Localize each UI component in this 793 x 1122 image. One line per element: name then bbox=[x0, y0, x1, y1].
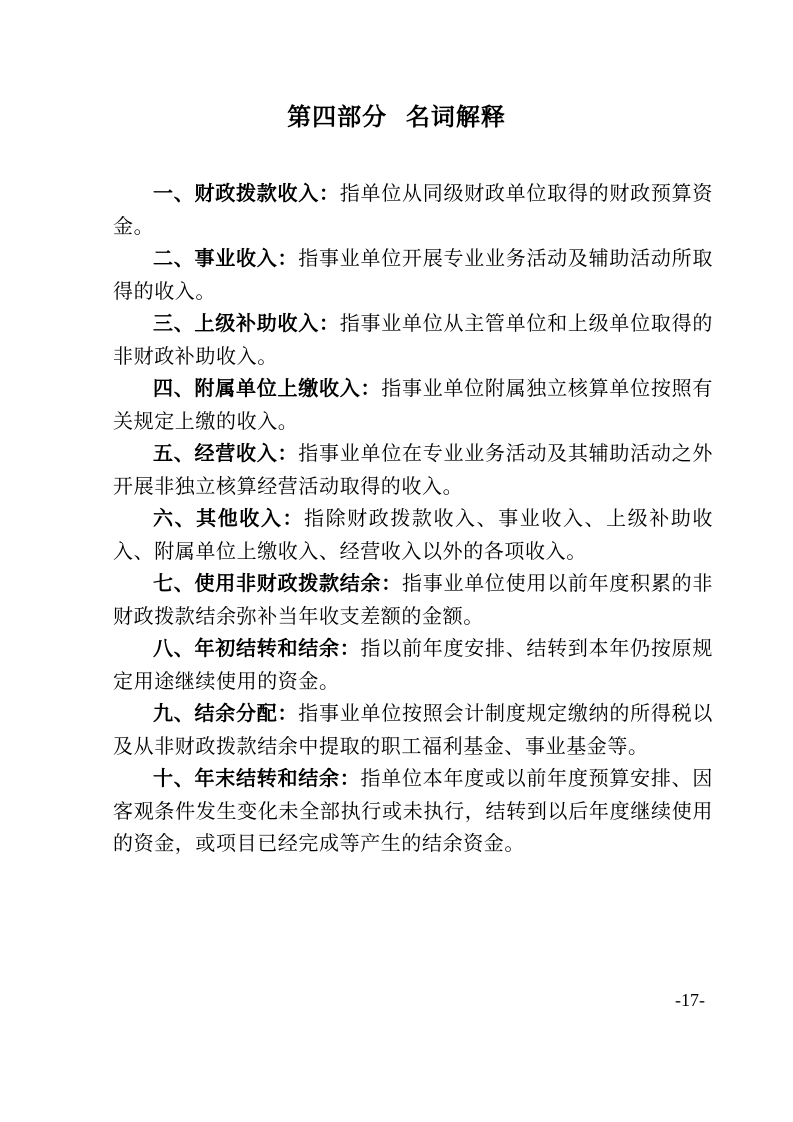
glossary-definition: 指除财政拨款收入、事业收入、上级补助收入、附属单位上缴收入、经营收入以外的各项收入。 bbox=[113, 506, 713, 563]
glossary-term: 九、结余分配： bbox=[153, 701, 299, 725]
glossary-definition: 指事业单位按照会计制度规定缴纳的所得税以及从非财政拨款结余中提取的职工福利基金、事业基金等。 bbox=[113, 701, 714, 758]
page-number: -17- bbox=[675, 990, 705, 1010]
glossary-entry bbox=[113, 502, 713, 567]
glossary-list bbox=[113, 177, 713, 860]
glossary-entry bbox=[113, 177, 713, 242]
glossary-definition: 指单位从同级财政单位取得的财政预算资金。 bbox=[113, 181, 713, 238]
glossary-entry bbox=[113, 762, 713, 860]
glossary-definition: 指以前年度安排、结转到本年仍按原规定用途继续使用的资金。 bbox=[113, 636, 714, 693]
glossary-definition: 指事业单位使用以前年度积累的非财政拨款结余弥补当年收支差额的金额。 bbox=[113, 571, 713, 628]
glossary-term: 十、年末结转和结余： bbox=[153, 766, 361, 790]
glossary-entry bbox=[113, 307, 713, 372]
glossary-definition: 指事业单位从主管单位和上级单位取得的非财政补助收入。 bbox=[113, 311, 713, 368]
glossary-term: 五、经营收入： bbox=[153, 441, 299, 465]
glossary-term: 三、上级补助收入： bbox=[153, 311, 340, 335]
glossary-definition: 指单位本年度或以前年度预算安排、因客观条件发生变化未全部执行或未执行，结转到以后年度继续使用的资金，或项目已经完成等产生的结余资金。 bbox=[113, 766, 714, 855]
glossary-term: 四、附属单位上缴收入： bbox=[153, 376, 382, 400]
glossary-term: 二、事业收入： bbox=[153, 246, 299, 270]
glossary-entry bbox=[113, 567, 713, 632]
glossary-definition: 指事业单位附属独立核算单位按照有关规定上缴的收入。 bbox=[113, 376, 713, 433]
glossary-definition: 指事业单位在专业业务活动及其辅助活动之外开展非独立核算经营活动取得的收入。 bbox=[113, 441, 714, 498]
glossary-entry bbox=[113, 632, 713, 697]
glossary-term: 一、财政拨款收入： bbox=[153, 181, 340, 205]
glossary-term: 七、使用非财政拨款结余： bbox=[153, 571, 402, 595]
page-title: 第四部分 名词解释 bbox=[287, 102, 506, 131]
glossary-definition: 指事业单位开展专业业务活动及辅助活动所取得的收入。 bbox=[113, 246, 714, 303]
glossary-term: 八、年初结转和结余： bbox=[153, 636, 361, 660]
glossary-entry bbox=[113, 242, 713, 307]
glossary-entry bbox=[113, 697, 713, 762]
glossary-entry bbox=[113, 437, 713, 502]
glossary-entry bbox=[113, 372, 713, 437]
glossary-term: 六、其他收入： bbox=[153, 506, 305, 530]
